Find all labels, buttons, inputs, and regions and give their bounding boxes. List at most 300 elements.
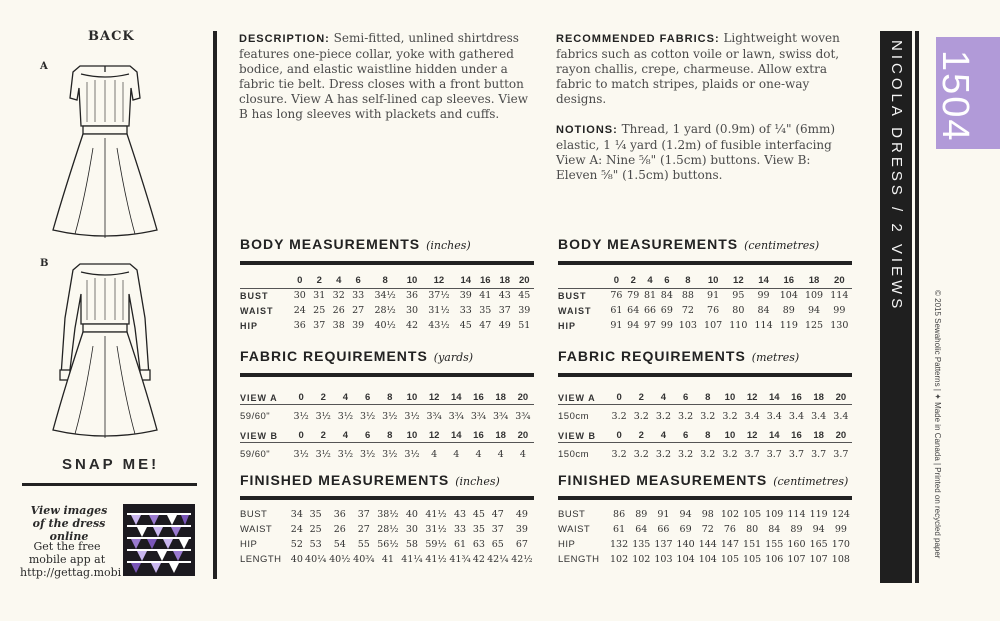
table-cell: 3.2 xyxy=(655,411,671,422)
table-cell: 98 xyxy=(701,509,714,520)
table-cell: 3.7 xyxy=(766,449,782,460)
table-cell: 144 xyxy=(698,539,717,550)
dress-view-b-sketch xyxy=(45,258,165,444)
section-rule xyxy=(240,373,534,377)
table-cell: 67 xyxy=(515,539,528,550)
table-cell: 99 xyxy=(833,305,846,316)
table-cell: 54 xyxy=(333,539,346,550)
table-cell: 24 xyxy=(290,524,303,535)
size-header-cell: 12 xyxy=(433,275,445,286)
yardage-row xyxy=(558,407,852,426)
fabric-width-label: 150cm xyxy=(558,411,590,422)
row-label: WAIST xyxy=(240,524,273,535)
table-cell: 64 xyxy=(635,524,648,535)
pattern-number: 1504 xyxy=(934,50,976,143)
size-header-cell: 20 xyxy=(518,275,530,286)
table-cell: 3½ xyxy=(359,411,376,422)
table-cell: 33 xyxy=(454,524,467,535)
table-cell: 114 xyxy=(754,320,773,331)
column-divider xyxy=(213,31,217,579)
table-cell: 35 xyxy=(479,305,492,316)
size-header-cell: 8 xyxy=(387,430,393,441)
table-cell: 38 xyxy=(332,320,345,331)
table-cell: 42 xyxy=(405,320,419,331)
table-cell: 43 xyxy=(454,509,467,520)
table-cell: 94 xyxy=(812,524,825,535)
section-rule xyxy=(558,261,852,265)
size-header-cell: 4 xyxy=(660,392,667,403)
section-rule xyxy=(240,261,534,265)
table-cell: 27 xyxy=(352,305,365,316)
table-cell: 36 xyxy=(405,290,419,301)
section-unit: (metres) xyxy=(751,351,800,364)
size-header-cell: 14 xyxy=(451,392,462,403)
table-cell: 80 xyxy=(746,524,759,535)
table-cell: 3.2 xyxy=(722,449,738,460)
table-row xyxy=(240,537,534,552)
table-cell: 3.2 xyxy=(700,449,716,460)
row-label: HIP xyxy=(240,539,258,550)
table-cell: 84 xyxy=(757,305,770,316)
table-cell: 31 xyxy=(313,290,326,301)
table-cell: 31½ xyxy=(428,305,450,316)
table-cell: 137 xyxy=(654,539,673,550)
table-cell: 76 xyxy=(610,290,623,301)
table-cell: 102 xyxy=(632,554,651,565)
table-cell: 86 xyxy=(613,509,626,520)
table-cell: 72 xyxy=(701,524,714,535)
size-header-cell: 12 xyxy=(746,392,758,403)
table-cell: 99 xyxy=(660,320,673,331)
table-cell: 94 xyxy=(679,509,692,520)
table-cell: 51 xyxy=(518,320,531,331)
section-rule xyxy=(240,496,534,500)
table-cell: 109 xyxy=(765,509,784,520)
table-cell: 40¼ xyxy=(305,554,327,565)
table-cell: 56½ xyxy=(377,539,399,550)
table-cell: 3½ xyxy=(293,449,309,460)
table-cell: 104 xyxy=(779,290,798,301)
table-cell: 26 xyxy=(333,524,346,535)
table-cell: 3.2 xyxy=(722,411,738,422)
table-cell: 42½ xyxy=(511,554,533,565)
size-header-spacer xyxy=(240,273,290,288)
table-cell: 3.4 xyxy=(766,411,782,422)
table-cell: 89 xyxy=(635,509,648,520)
table-cell: 3¾ xyxy=(515,411,531,422)
table-cell: 55 xyxy=(357,539,370,550)
size-header-cell: 8 xyxy=(705,392,711,403)
size-header-cell: 0 xyxy=(297,275,303,286)
table-cell: 3½ xyxy=(359,449,376,460)
table-cell: 99 xyxy=(834,524,847,535)
table-cell: 3.4 xyxy=(788,411,805,422)
table-cell: 106 xyxy=(765,554,784,565)
size-header-cell: 14 xyxy=(769,430,780,441)
table-cell: 3½ xyxy=(337,411,354,422)
table-row xyxy=(558,288,852,303)
table-cell: 40 xyxy=(405,509,418,520)
table-row xyxy=(558,507,852,522)
table-cell: 43 xyxy=(498,290,511,301)
size-header-cell: 18 xyxy=(499,275,511,286)
table-cell: 84 xyxy=(660,290,673,301)
table-cell: 66 xyxy=(657,524,670,535)
size-header-cell: 16 xyxy=(473,392,484,403)
size-header-cell: 8 xyxy=(382,275,388,286)
size-header-cell: 6 xyxy=(364,392,371,403)
row-label: LENGTH xyxy=(558,554,600,565)
table-cell: 31½ xyxy=(425,524,447,535)
table-cell: 3.4 xyxy=(811,411,827,422)
size-header-cell: 4 xyxy=(342,430,349,441)
table-cell: 41½ xyxy=(425,554,447,565)
table-cell: 41½ xyxy=(425,509,447,520)
size-header-cell: 0 xyxy=(298,392,304,403)
size-header-row xyxy=(240,273,534,288)
table-cell: 151 xyxy=(743,539,762,550)
table-cell: 45 xyxy=(518,290,531,301)
view-label: VIEW B xyxy=(240,430,279,441)
table-cell: 102 xyxy=(610,554,629,565)
table-cell: 65 xyxy=(491,539,504,550)
table-cell: 99 xyxy=(757,290,770,301)
table-cell: 3½ xyxy=(382,449,398,460)
size-header-cell: 20 xyxy=(517,430,529,441)
table-cell: 61 xyxy=(613,524,626,535)
view-label: VIEW B xyxy=(558,430,597,441)
table-cell: 45 xyxy=(472,509,485,520)
size-header-row xyxy=(558,273,852,288)
table-cell: 42 xyxy=(472,554,485,565)
table-cell: 3¾ xyxy=(493,411,509,422)
size-header-cell: 0 xyxy=(616,430,622,441)
fabrics-block xyxy=(556,31,854,107)
table-cell: 41¼ xyxy=(401,554,423,565)
table-cell: 114 xyxy=(830,290,849,301)
table-cell: 49 xyxy=(515,509,528,520)
table-cell: 43½ xyxy=(428,320,450,331)
size-header-cell: 4 xyxy=(660,430,667,441)
size-header-cell: 6 xyxy=(682,392,689,403)
finished-measurements-cm-table xyxy=(558,507,852,567)
table-cell: 61 xyxy=(610,305,623,316)
table-cell: 130 xyxy=(830,320,849,331)
table-cell: 3.4 xyxy=(833,411,849,422)
table-cell: 88 xyxy=(681,290,694,301)
table-cell: 89 xyxy=(790,524,803,535)
table-cell: 160 xyxy=(787,539,806,550)
divider xyxy=(22,483,197,486)
table-cell: 3.2 xyxy=(678,449,694,460)
table-cell: 40 xyxy=(290,554,303,565)
fabrics-label: RECOMMENDED FABRICS: xyxy=(556,33,720,45)
table-cell: 36 xyxy=(293,320,306,331)
section-title: FABRIC REQUIREMENTS xyxy=(240,348,428,364)
table-cell: 94 xyxy=(627,320,640,331)
section-title: FINISHED MEASUREMENTS xyxy=(558,472,768,488)
view-label: VIEW A xyxy=(240,392,278,403)
table-cell: 45 xyxy=(459,320,472,331)
view-a-letter: A xyxy=(40,61,48,72)
table-cell: 91 xyxy=(657,509,670,520)
table-cell: 39 xyxy=(518,305,531,316)
section-title: FINISHED MEASUREMENTS xyxy=(240,472,450,488)
table-row xyxy=(240,288,534,303)
size-header-cell: 8 xyxy=(705,430,711,441)
size-header-cell: 2 xyxy=(320,392,326,403)
table-cell: 3.2 xyxy=(655,449,671,460)
table-row xyxy=(558,318,852,333)
section-unit: (centimetres) xyxy=(744,239,820,252)
body-measurements-inches-title xyxy=(240,236,471,252)
table-cell: 76 xyxy=(723,524,736,535)
table-cell: 3¾ xyxy=(470,411,487,422)
size-header-cell: 16 xyxy=(479,275,491,286)
table-cell: 25 xyxy=(313,305,326,316)
size-header-cell: 12 xyxy=(428,392,440,403)
table-cell: 25 xyxy=(309,524,322,535)
table-cell: 53 xyxy=(309,539,322,550)
table-cell: 165 xyxy=(809,539,828,550)
table-cell: 119 xyxy=(809,509,828,520)
yardage-row xyxy=(558,445,852,464)
table-cell: 28½ xyxy=(377,524,399,535)
table-cell: 42¼ xyxy=(487,554,509,565)
size-header-cell: 14 xyxy=(758,275,769,286)
table-cell: 38½ xyxy=(377,509,399,520)
size-header-cell: 0 xyxy=(298,430,304,441)
view-b-letter: B xyxy=(40,258,49,269)
table-cell: 37 xyxy=(313,320,326,331)
size-header-cell: 20 xyxy=(835,392,847,403)
table-cell: 4 xyxy=(497,449,504,460)
size-header-cell: 10 xyxy=(406,392,418,403)
table-cell: 91 xyxy=(610,320,623,331)
table-cell: 61 xyxy=(454,539,467,550)
fabric-width-label: 150cm xyxy=(558,449,590,460)
row-label: BUST xyxy=(240,290,269,301)
pattern-title: NICOLA DRESS / 2 VIEWS xyxy=(888,40,905,313)
table-row xyxy=(240,522,534,537)
table-cell: 37 xyxy=(491,524,504,535)
row-label: BUST xyxy=(558,290,587,301)
size-header-cell: 20 xyxy=(834,275,845,286)
view-size-row xyxy=(240,426,534,445)
table-cell: 40½ xyxy=(374,320,396,331)
body-measurements-cm-table xyxy=(558,273,852,333)
table-cell: 103 xyxy=(654,554,673,565)
view-size-row xyxy=(558,388,852,407)
table-cell: 28½ xyxy=(374,305,396,316)
section-unit: (yards) xyxy=(433,351,474,364)
table-cell: 41 xyxy=(479,290,492,301)
table-row xyxy=(558,537,852,552)
table-cell: 109 xyxy=(804,290,824,301)
table-row xyxy=(240,507,534,522)
table-cell: 30 xyxy=(293,290,306,301)
fabrics-text: Lightweight woven fabrics such as cotton voile or lawn, swiss dot, rayon challis, crepe, charmeuse. Allow extra fabric to match stripes, plaids or one-way designs. xyxy=(556,31,840,106)
table-cell: 30 xyxy=(405,305,419,316)
table-cell: 34 xyxy=(290,509,303,520)
notions-block xyxy=(556,122,854,183)
table-cell: 3.7 xyxy=(811,449,827,460)
table-cell: 41 xyxy=(381,554,394,565)
row-label: BUST xyxy=(240,509,268,520)
table-row xyxy=(240,303,534,318)
view-size-row xyxy=(240,388,534,407)
table-cell: 33 xyxy=(459,305,472,316)
table-cell: 135 xyxy=(632,539,651,550)
fabric-requirements-metres-title xyxy=(558,348,799,364)
row-label: WAIST xyxy=(240,305,274,316)
size-header-cell: 2 xyxy=(638,430,644,441)
row-label: HIP xyxy=(558,539,576,550)
table-cell: 30 xyxy=(405,524,418,535)
size-header-cell: 16 xyxy=(783,275,795,286)
size-header-cell: 16 xyxy=(473,430,484,441)
table-cell: 125 xyxy=(804,320,824,331)
table-row xyxy=(240,552,534,567)
size-header-cell: 4 xyxy=(647,275,653,286)
size-header-cell: 18 xyxy=(495,430,506,441)
table-cell: 3.7 xyxy=(744,449,760,460)
size-header-cell: 14 xyxy=(451,430,462,441)
table-cell: 108 xyxy=(831,554,850,565)
section-unit: (inches) xyxy=(426,239,471,252)
table-cell: 35 xyxy=(309,509,322,520)
section-rule xyxy=(558,496,852,500)
row-label: HIP xyxy=(558,320,577,331)
size-header-cell: 0 xyxy=(613,275,620,286)
size-header-cell: 8 xyxy=(685,275,691,286)
table-cell: 105 xyxy=(720,554,740,565)
table-cell: 36 xyxy=(333,509,346,520)
table-cell: 4 xyxy=(453,449,460,460)
fabric-requirements-yards-title xyxy=(240,348,473,364)
size-header-cell: 4 xyxy=(336,275,342,286)
size-header-cell: 12 xyxy=(428,430,440,441)
table-cell: 107 xyxy=(704,320,723,331)
table-cell: 69 xyxy=(679,524,692,535)
notions-label: NOTIONS: xyxy=(556,124,618,136)
table-cell: 140 xyxy=(676,539,695,550)
table-cell: 37½ xyxy=(428,290,450,301)
size-header-cell: 6 xyxy=(664,275,670,286)
table-cell: 3½ xyxy=(293,411,309,422)
yardage-row xyxy=(240,407,534,426)
table-cell: 3.2 xyxy=(611,449,627,460)
size-header-cell: 0 xyxy=(616,392,622,403)
size-header-cell: 12 xyxy=(733,275,744,286)
row-label: WAIST xyxy=(558,305,592,316)
table-cell: 63 xyxy=(472,539,485,550)
row-label: HIP xyxy=(240,320,259,331)
table-cell: 147 xyxy=(720,539,740,550)
table-cell: 66 xyxy=(643,305,657,316)
section-title: BODY MEASUREMENTS xyxy=(558,236,739,252)
table-cell: 3.2 xyxy=(700,411,716,422)
finished-measurements-inches-table xyxy=(240,507,534,567)
table-cell: 3½ xyxy=(337,449,354,460)
view-size-row xyxy=(558,426,852,445)
table-cell: 124 xyxy=(831,509,850,520)
table-cell: 37 xyxy=(498,305,511,316)
table-cell: 3½ xyxy=(315,449,331,460)
size-header-cell: 16 xyxy=(791,392,802,403)
size-header-cell: 18 xyxy=(813,430,824,441)
table-row xyxy=(558,303,852,318)
table-cell: 47 xyxy=(491,509,504,520)
table-cell: 3½ xyxy=(315,411,331,422)
spine-rule xyxy=(915,31,919,583)
fabric-width-label: 59/60" xyxy=(240,449,271,460)
table-cell: 97 xyxy=(643,320,657,331)
size-header-cell: 10 xyxy=(406,430,418,441)
table-cell: 105 xyxy=(743,509,762,520)
table-cell: 104 xyxy=(698,554,717,565)
table-cell: 40¾ xyxy=(353,554,375,565)
size-header-cell: 18 xyxy=(808,275,820,286)
table-cell: 3.4 xyxy=(744,411,760,422)
table-cell: 3½ xyxy=(404,411,420,422)
table-cell: 76 xyxy=(707,305,720,316)
table-cell: 3½ xyxy=(382,411,398,422)
table-cell: 81 xyxy=(643,290,657,301)
tag-code-icon[interactable] xyxy=(123,504,195,576)
row-label: BUST xyxy=(558,509,586,520)
table-cell: 39 xyxy=(352,320,365,331)
description-block xyxy=(239,31,537,122)
table-cell: 114 xyxy=(787,509,806,520)
table-cell: 52 xyxy=(290,539,303,550)
table-cell: 3.2 xyxy=(678,411,694,422)
section-unit: (inches) xyxy=(455,475,500,488)
table-cell: 107 xyxy=(809,554,828,565)
size-header-cell: 4 xyxy=(342,392,349,403)
row-label: WAIST xyxy=(558,524,591,535)
size-header-cell: 2 xyxy=(320,430,326,441)
table-cell: 84 xyxy=(768,524,781,535)
size-header-cell: 14 xyxy=(769,392,780,403)
table-cell: 103 xyxy=(678,320,697,331)
table-cell: 3.2 xyxy=(611,411,627,422)
table-cell: 155 xyxy=(765,539,784,550)
table-row xyxy=(558,552,852,567)
table-cell: 39 xyxy=(459,290,472,301)
view-label: VIEW A xyxy=(558,392,596,403)
back-view-title: BACK xyxy=(88,29,135,44)
section-title: BODY MEASUREMENTS xyxy=(240,236,421,252)
size-header-cell: 14 xyxy=(460,275,472,286)
table-cell: 40½ xyxy=(329,554,351,565)
size-header-cell: 6 xyxy=(364,430,371,441)
table-cell: 4 xyxy=(519,449,526,460)
description-label: DESCRIPTION: xyxy=(239,33,330,45)
table-cell: 3.7 xyxy=(788,449,805,460)
size-header-cell: 10 xyxy=(724,392,736,403)
finished-measurements-cm-title xyxy=(558,472,848,488)
copyright-text: © 2015 Sewaholic Patterns | ✦ Made in Canada | Printed on recycled paper xyxy=(933,290,942,559)
table-cell: 35 xyxy=(472,524,485,535)
table-row xyxy=(558,522,852,537)
table-cell: 4 xyxy=(431,449,438,460)
size-header-cell: 10 xyxy=(707,275,719,286)
table-cell: 104 xyxy=(676,554,695,565)
size-header-cell: 2 xyxy=(630,275,636,286)
table-cell: 41¾ xyxy=(449,554,471,565)
table-cell: 4 xyxy=(475,449,482,460)
